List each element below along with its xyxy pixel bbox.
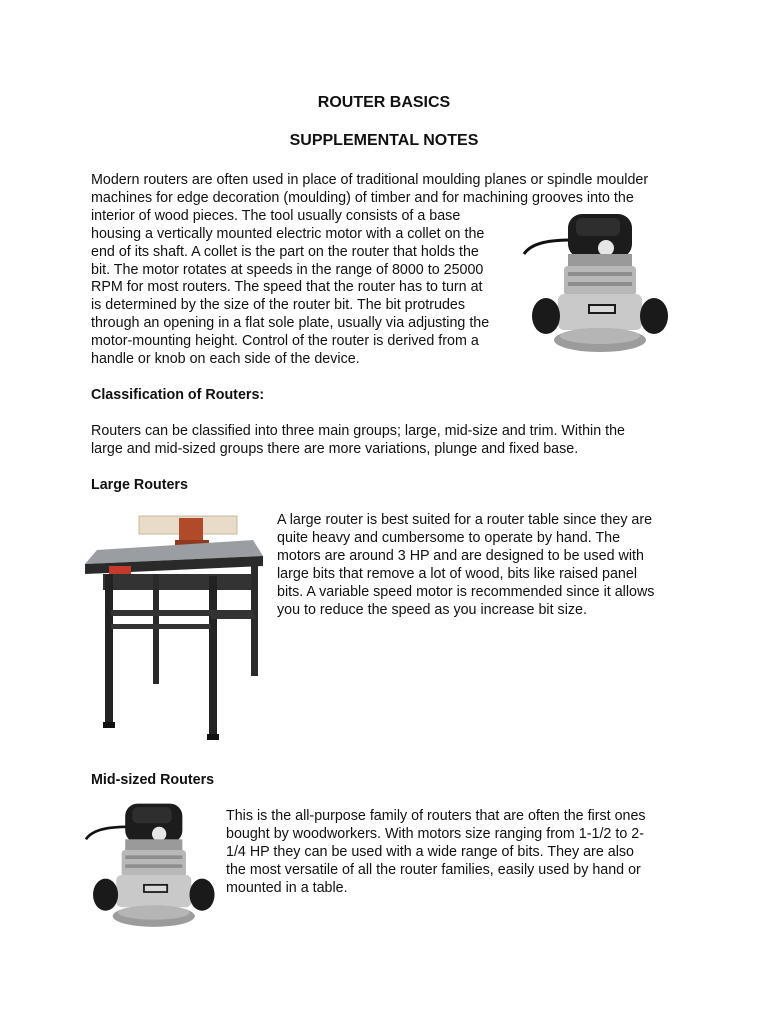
text-line: A large router is best suited for a router table since they are	[277, 512, 653, 528]
text-line: This is the all-purpose family of routers that are often the first ones	[226, 808, 646, 824]
text-line: 1/4 HP they can be used with a wide range of bits. They are also	[226, 843, 634, 860]
text-line: is determined by the size of the router bit. The bit protrudes	[91, 297, 466, 314]
large-routers-heading: Large Routers	[91, 477, 188, 493]
text-line: mounted in a table.	[226, 879, 348, 896]
page-subtitle: SUPPLEMENTAL NOTES	[289, 132, 479, 149]
text-line: motors are around 3 HP and are designed to be used with	[277, 547, 644, 564]
text-line: interior of wood pieces. The tool usually consists of a base	[91, 207, 461, 224]
text-line: machines for edge decoration (moulding) of timber and for machining grooves into the	[91, 189, 634, 206]
mid-sized-routers-paragraph	[226, 808, 646, 898]
text-line: bought by woodworkers. With motors size ranging from 1-1/2 to 2-	[226, 825, 644, 842]
classification-heading: Classification of Routers:	[91, 387, 265, 403]
text-line: bits. A variable speed motor is recommended since it allows	[277, 583, 655, 600]
plunge-router-image	[522, 210, 674, 360]
text-line: end of its shaft. A collet is the part on the router that holds the	[91, 243, 479, 260]
mid-sized-router-image	[84, 800, 220, 934]
text-line: you to reduce the speed as you increase bit size.	[277, 601, 587, 618]
large-routers-paragraph	[277, 512, 654, 619]
text-line: the most versatile of all the router families, easily used by hand or	[226, 861, 641, 878]
text-line: large and mid-sized groups there are more variations, plunge and fixed base.	[91, 440, 579, 457]
text-line: housing a vertically mounted electric motor with a collet on the	[91, 225, 485, 242]
text-line: RPM for most routers. The speed that the router has to turn at	[91, 279, 483, 296]
page-title: ROUTER BASICS	[317, 94, 451, 111]
text-line: Routers can be classified into three main groups; large, mid-size and trim. Within the	[91, 423, 625, 439]
text-line: handle or knob on each side of the device.	[91, 351, 360, 368]
text-line: motor-mounting height. Control of the router is derived from a	[91, 333, 479, 350]
router-table-image	[83, 512, 269, 740]
text-line: through an opening in a flat sole plate, usually via adjusting the	[91, 315, 490, 332]
text-line: bit. The motor rotates at speeds in the range of 8000 to 25000	[91, 261, 484, 278]
text-line: large bits that remove a lot of wood, bits like raised panel	[277, 565, 637, 582]
text-line: quite heavy and cumbersome to operate by hand. The	[277, 529, 621, 546]
classification-paragraph	[91, 423, 625, 459]
mid-sized-routers-heading: Mid-sized Routers	[91, 772, 215, 788]
text-line: Modern routers are often used in place of traditional moulding planes or spindle moulder	[91, 172, 649, 188]
